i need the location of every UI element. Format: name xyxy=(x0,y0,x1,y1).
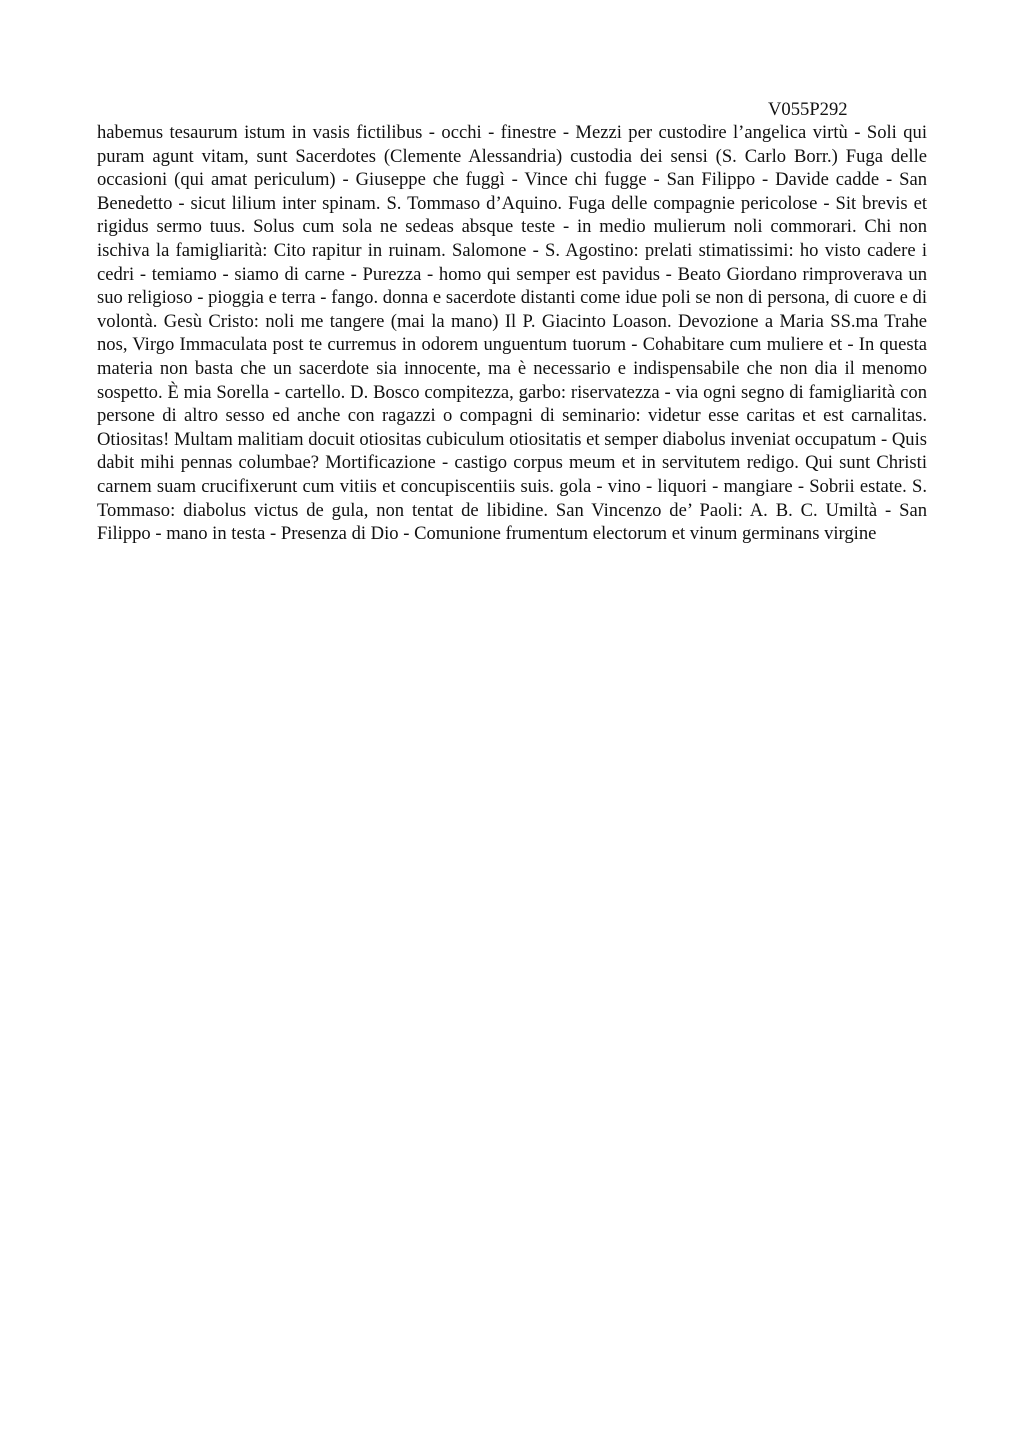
body-paragraph: habemus tesaurum istum in vasis fictilibus - occhi - finestre - Mezzi per custodire l’angelica virtù - Soli qui puram agunt vitam, sunt Sacerdotes (Clemente Alessandria) custodia dei sensi (S. Carlo Borr.) Fuga delle occasioni (qui amat periculum) - Giuseppe che fuggì - Vince chi fugge - San Filippo - Davide cadde - San Benedetto - sicut lilium inter spinam. S. Tommaso d’Aquino. Fuga delle compagnie pericolose - Sit brevis et rigidus sermo tuus. Solus cum sola ne sedeas absque teste - in medio mulierum noli commorari. Chi non ischiva la famigliarità: Cito rapitur in ruinam. Salomone - S. Agostino: prelati stimatissimi: ho visto cadere i cedri - temiamo - siamo di carne - Purezza - homo qui semper est pavidus - Beato Giordano rimproverava un suo religioso - pioggia e terra - fango. donna e sacerdote distanti come idue poli se non di persona, di cuore e di volontà. Gesù Cristo: noli me tangere (mai la mano) Il P. Giacinto Loason. Devozione a Maria SS.ma Trahe nos, Virgo Immaculata post te curremus in odorem unguentum tuorum - Cohabitare cum muliere et - In questa materia non basta che un sacerdote sia innocente, ma è necessario e indispensabile che non dia il menomo sospetto. È mia Sorella - cartello. D. Bosco compitezza, garbo: riservatezza - via ogni segno di famigliarità con persone di altro sesso ed anche con ragazzi o compagni di seminario: videtur esse caritas et est carnalitas. Otiositas! Multam malitiam docuit otiositas cubiculum otiositatis et semper diabolus inveniat occupatum - Quis dabit mihi pennas columbae? Mortificazione - castigo corpus meum et in servitutem redigo. Qui sunt Christi carnem suam crucifixerunt cum vitiis et concupiscentiis suis. gola - vino - liquori - mangiare - Sobrii estate. S. Tommaso: diabolus victus de gula, non tentat de libidine. San Vincenzo de’ Paoli: A. B. C. Umiltà - San Filippo - mano in testa - Presenza di Dio - Comunione frumentum electorum et vinum germinans virgine xyxy=(97,122,927,545)
page-identifier: V055P292 xyxy=(768,99,848,120)
